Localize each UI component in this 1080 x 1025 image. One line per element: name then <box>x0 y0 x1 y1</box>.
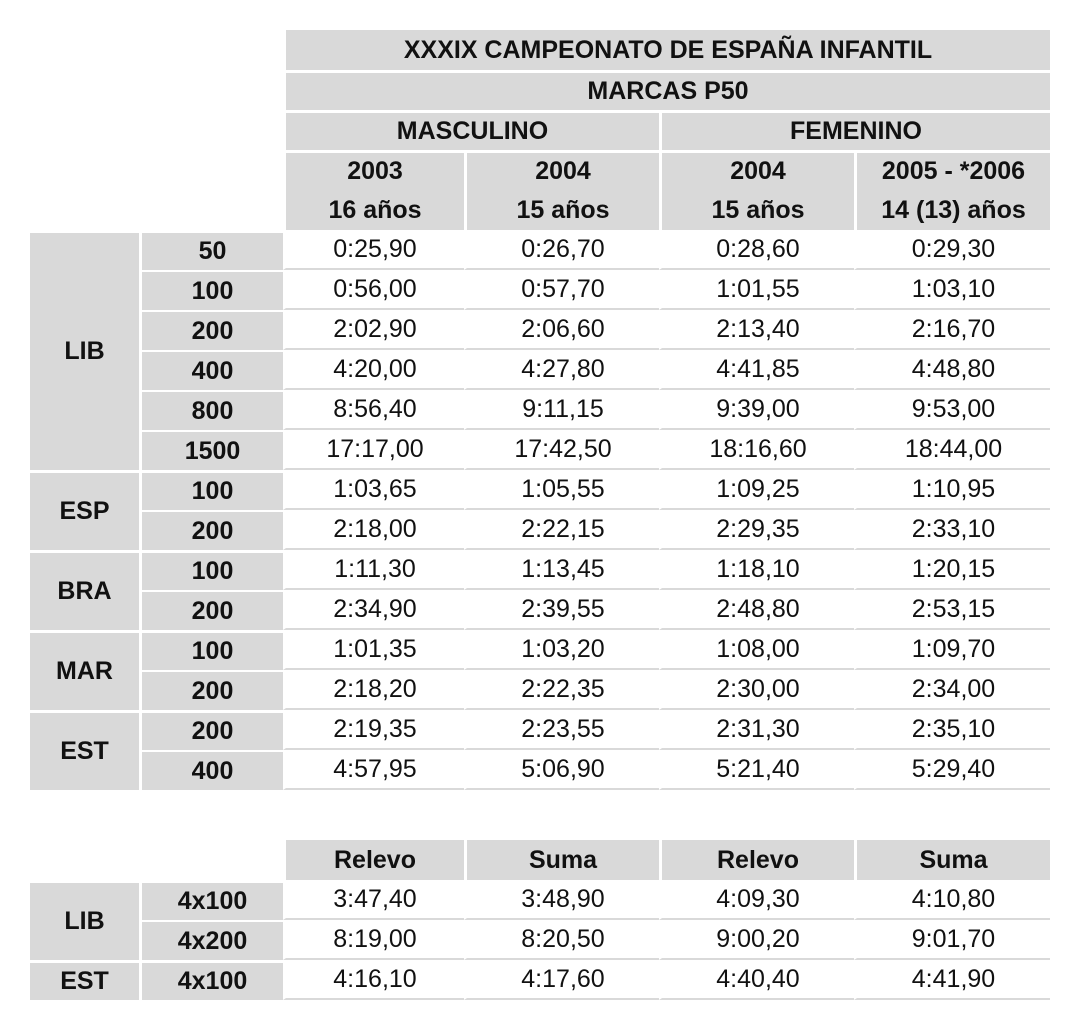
qualifying-time: 1:01,55 <box>659 270 854 310</box>
relay-times-body <box>30 840 1050 1000</box>
table-row <box>30 350 1050 390</box>
qualifying-time: 2:31,30 <box>659 710 854 750</box>
qualifying-time: 5:29,40 <box>854 750 1050 790</box>
qualifying-time: 2:16,70 <box>854 310 1050 350</box>
table-row <box>30 430 1050 470</box>
relay-distance-label: 4x100 <box>142 880 283 920</box>
relay-time: 4:09,30 <box>659 880 854 920</box>
age-header: 14 (13) años <box>854 190 1050 230</box>
table-row <box>30 750 1050 790</box>
qualifying-time: 1:11,30 <box>283 550 464 590</box>
qualifying-time: 1:13,45 <box>464 550 659 590</box>
table-row <box>30 510 1050 550</box>
qualifying-time: 5:06,90 <box>464 750 659 790</box>
qualifying-time: 2:34,00 <box>854 670 1050 710</box>
stroke-label: ESP <box>30 470 142 550</box>
qualifying-time: 9:39,00 <box>659 390 854 430</box>
age-header: 16 años <box>283 190 464 230</box>
relay-time: 9:00,20 <box>659 920 854 960</box>
qualifying-time: 1:03,20 <box>464 630 659 670</box>
distance-label: 200 <box>142 590 283 630</box>
stroke-label: EST <box>30 710 142 790</box>
table-row <box>30 390 1050 430</box>
subtitle-row <box>30 70 1050 110</box>
relay-stroke-label: EST <box>30 960 142 1000</box>
qualifying-time: 0:28,60 <box>659 230 854 270</box>
gender-row <box>30 110 1050 150</box>
table-row <box>30 310 1050 350</box>
table-row <box>30 670 1050 710</box>
relay-column-header: Relevo <box>283 840 464 880</box>
distance-label: 200 <box>142 510 283 550</box>
qualifying-time: 18:16,60 <box>659 430 854 470</box>
distance-label: 50 <box>142 230 283 270</box>
qualifying-time: 2:35,10 <box>854 710 1050 750</box>
qualifying-times-body <box>30 30 1050 790</box>
qualifying-time: 1:08,00 <box>659 630 854 670</box>
relay-times-table <box>30 840 1050 1000</box>
qualifying-time: 2:22,15 <box>464 510 659 550</box>
age-row <box>30 190 1050 230</box>
table-row <box>30 880 1050 920</box>
qualifying-time: 2:34,90 <box>283 590 464 630</box>
relay-distance-label: 4x200 <box>142 920 283 960</box>
relay-time: 8:19,00 <box>283 920 464 960</box>
year-header: 2005 - *2006 <box>854 150 1050 190</box>
qualifying-time: 5:21,40 <box>659 750 854 790</box>
qualifying-time: 2:22,35 <box>464 670 659 710</box>
relay-time: 4:16,10 <box>283 960 464 1000</box>
distance-label: 200 <box>142 710 283 750</box>
table-row <box>30 470 1050 510</box>
stroke-label: LIB <box>30 230 142 470</box>
qualifying-time: 0:25,90 <box>283 230 464 270</box>
qualifying-time: 4:20,00 <box>283 350 464 390</box>
relay-stroke-label: LIB <box>30 880 142 960</box>
qualifying-time: 2:02,90 <box>283 310 464 350</box>
qualifying-time: 9:53,00 <box>854 390 1050 430</box>
age-header: 15 años <box>464 190 659 230</box>
relay-header-row <box>30 840 1050 880</box>
table-row <box>30 630 1050 670</box>
distance-label: 1500 <box>142 430 283 470</box>
qualifying-time: 17:42,50 <box>464 430 659 470</box>
qualifying-time: 2:53,15 <box>854 590 1050 630</box>
distance-label: 100 <box>142 470 283 510</box>
qualifying-time: 4:48,80 <box>854 350 1050 390</box>
qualifying-time: 2:19,35 <box>283 710 464 750</box>
age-header: 15 años <box>659 190 854 230</box>
relay-distance-label: 4x100 <box>142 960 283 1000</box>
relay-column-header: Suma <box>464 840 659 880</box>
year-header: 2004 <box>659 150 854 190</box>
qualifying-time: 1:20,15 <box>854 550 1050 590</box>
relay-time: 4:41,90 <box>854 960 1050 1000</box>
qualifying-time: 0:56,00 <box>283 270 464 310</box>
relay-time: 9:01,70 <box>854 920 1050 960</box>
qualifying-time: 1:03,65 <box>283 470 464 510</box>
qualifying-time: 2:48,80 <box>659 590 854 630</box>
qualifying-time: 4:27,80 <box>464 350 659 390</box>
year-header: 2003 <box>283 150 464 190</box>
table-row <box>30 550 1050 590</box>
stroke-label: MAR <box>30 630 142 710</box>
relay-time: 4:40,40 <box>659 960 854 1000</box>
qualifying-time: 4:41,85 <box>659 350 854 390</box>
qualifying-time: 1:18,10 <box>659 550 854 590</box>
table-row <box>30 920 1050 960</box>
distance-label: 400 <box>142 350 283 390</box>
distance-label: 400 <box>142 750 283 790</box>
qualifying-times-table <box>30 30 1050 790</box>
table-row <box>30 710 1050 750</box>
distance-label: 100 <box>142 550 283 590</box>
qualifying-time: 2:06,60 <box>464 310 659 350</box>
table-subtitle: MARCAS P50 <box>283 70 1050 110</box>
distance-label: 100 <box>142 630 283 670</box>
relay-column-header: Relevo <box>659 840 854 880</box>
qualifying-time: 0:57,70 <box>464 270 659 310</box>
qualifying-time: 4:57,95 <box>283 750 464 790</box>
table-title: XXXIX CAMPEONATO DE ESPAÑA INFANTIL <box>283 30 1050 70</box>
table-row <box>30 230 1050 270</box>
distance-label: 200 <box>142 310 283 350</box>
qualifying-time: 2:39,55 <box>464 590 659 630</box>
distance-label: 800 <box>142 390 283 430</box>
qualifying-time: 17:17,00 <box>283 430 464 470</box>
relay-time: 3:48,90 <box>464 880 659 920</box>
qualifying-time: 18:44,00 <box>854 430 1050 470</box>
title-row <box>30 30 1050 70</box>
qualifying-time: 2:23,55 <box>464 710 659 750</box>
qualifying-time: 9:11,15 <box>464 390 659 430</box>
qualifying-time: 1:09,25 <box>659 470 854 510</box>
qualifying-time: 1:09,70 <box>854 630 1050 670</box>
qualifying-time: 2:18,20 <box>283 670 464 710</box>
qualifying-time: 2:29,35 <box>659 510 854 550</box>
year-header: 2004 <box>464 150 659 190</box>
qualifying-time: 1:03,10 <box>854 270 1050 310</box>
qualifying-time: 0:29,30 <box>854 230 1050 270</box>
qualifying-time: 8:56,40 <box>283 390 464 430</box>
qualifying-time: 2:13,40 <box>659 310 854 350</box>
distance-label: 100 <box>142 270 283 310</box>
table-row <box>30 270 1050 310</box>
relay-time: 3:47,40 <box>283 880 464 920</box>
year-row <box>30 150 1050 190</box>
qualifying-time: 2:30,00 <box>659 670 854 710</box>
table-row <box>30 590 1050 630</box>
relay-column-header: Suma <box>854 840 1050 880</box>
gender-header-female: FEMENINO <box>659 110 1050 150</box>
table-row <box>30 960 1050 1000</box>
qualifying-time: 1:05,55 <box>464 470 659 510</box>
relay-time: 4:10,80 <box>854 880 1050 920</box>
stroke-label: BRA <box>30 550 142 630</box>
qualifying-time: 0:26,70 <box>464 230 659 270</box>
relay-time: 4:17,60 <box>464 960 659 1000</box>
qualifying-time: 2:33,10 <box>854 510 1050 550</box>
distance-label: 200 <box>142 670 283 710</box>
relay-time: 8:20,50 <box>464 920 659 960</box>
qualifying-time: 2:18,00 <box>283 510 464 550</box>
gender-header-male: MASCULINO <box>283 110 659 150</box>
qualifying-time: 1:01,35 <box>283 630 464 670</box>
qualifying-time: 1:10,95 <box>854 470 1050 510</box>
